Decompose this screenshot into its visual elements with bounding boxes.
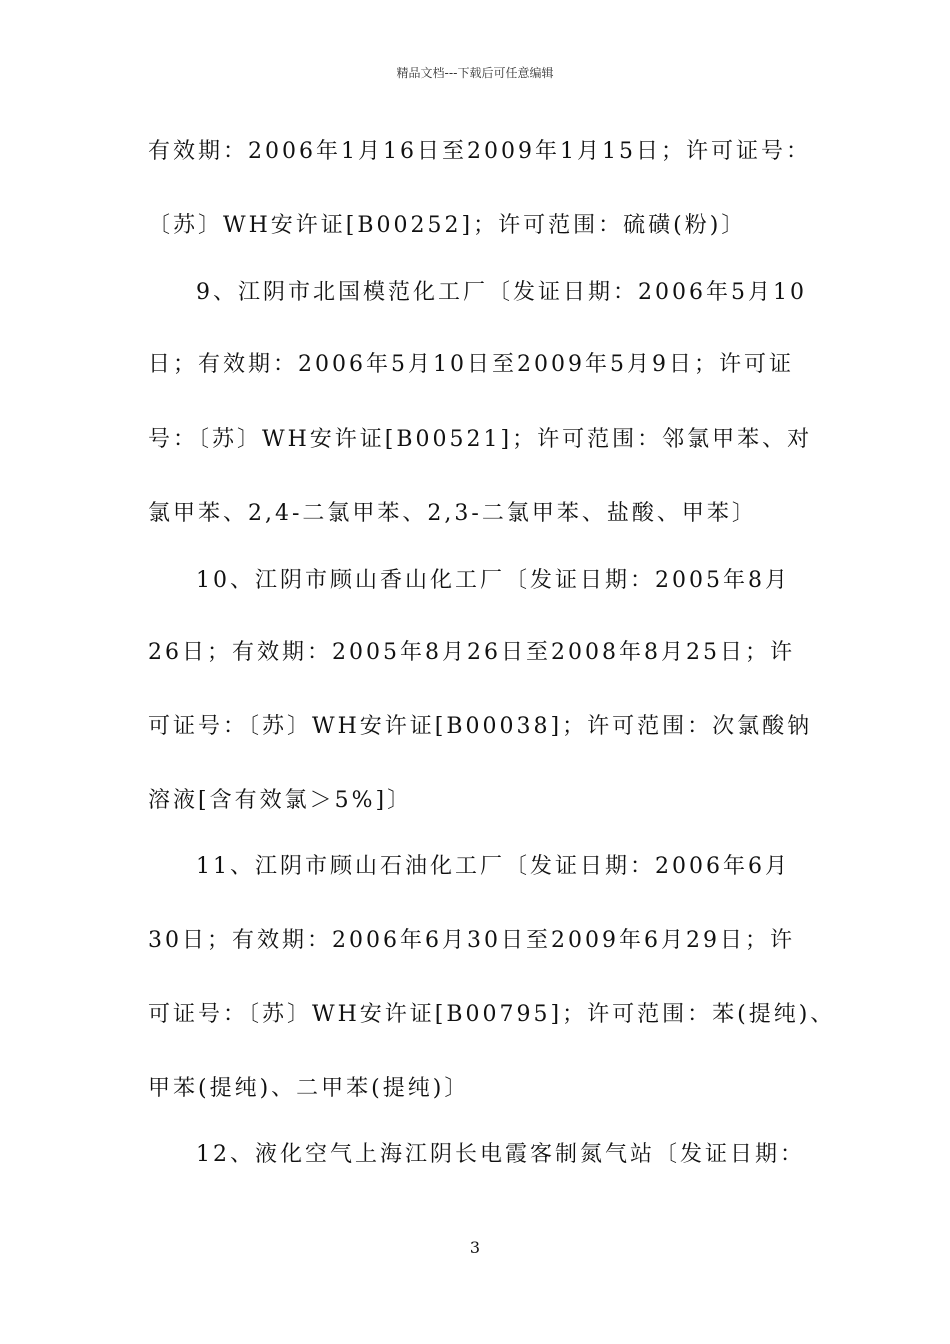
text-line: 甲苯(提纯)、二甲苯(提纯)〕 xyxy=(148,1076,470,1101)
paragraph-start-line: 10、江阴市顾山香山化工厂〔发证日期：2005年8月 xyxy=(196,568,790,593)
text-line: 日；有效期：2006年5月10日至2009年5月9日；许可证 xyxy=(148,352,794,377)
text-line: 氯甲苯、2,4-二氯甲苯、2,3-二氯甲苯、盐酸、甲苯〕 xyxy=(148,501,757,526)
paragraph-start-line: 9、江阴市北国模范化工厂〔发证日期：2006年5月10 xyxy=(196,280,807,305)
text-line: 可证号：〔苏〕WH安许证[B00038]；许可范围：次氯酸钠 xyxy=(148,714,813,739)
text-line: 26日；有效期：2005年8月26日至2008年8月25日；许 xyxy=(148,640,795,665)
text-line: 〔苏〕WH安许证[B00252]；许可范围：硫磺(粉)〕 xyxy=(148,213,747,238)
text-line: 号：〔苏〕WH安许证[B00521]；许可范围：邻氯甲苯、对 xyxy=(148,427,813,452)
paragraph-start-line: 12、液化空气上海江阴长电霞客制氮气站〔发证日期： xyxy=(196,1142,805,1167)
text-line: 溶液[含有效氯＞5%]〕 xyxy=(148,788,413,813)
page-number: 3 xyxy=(469,1238,481,1257)
text-line: 有效期：2006年1月16日至2009年1月15日；许可证号： xyxy=(148,139,811,164)
paragraph-start-line: 11、江阴市顾山石油化工厂〔发证日期：2006年6月 xyxy=(196,854,790,879)
page-header: 精品文档---下载后可任意编辑 xyxy=(396,66,554,80)
text-line: 可证号：〔苏〕WH安许证[B00795]；许可范围：苯(提纯)、 xyxy=(148,1002,836,1027)
text-line: 30日；有效期：2006年6月30日至2009年6月29日；许 xyxy=(148,928,795,953)
